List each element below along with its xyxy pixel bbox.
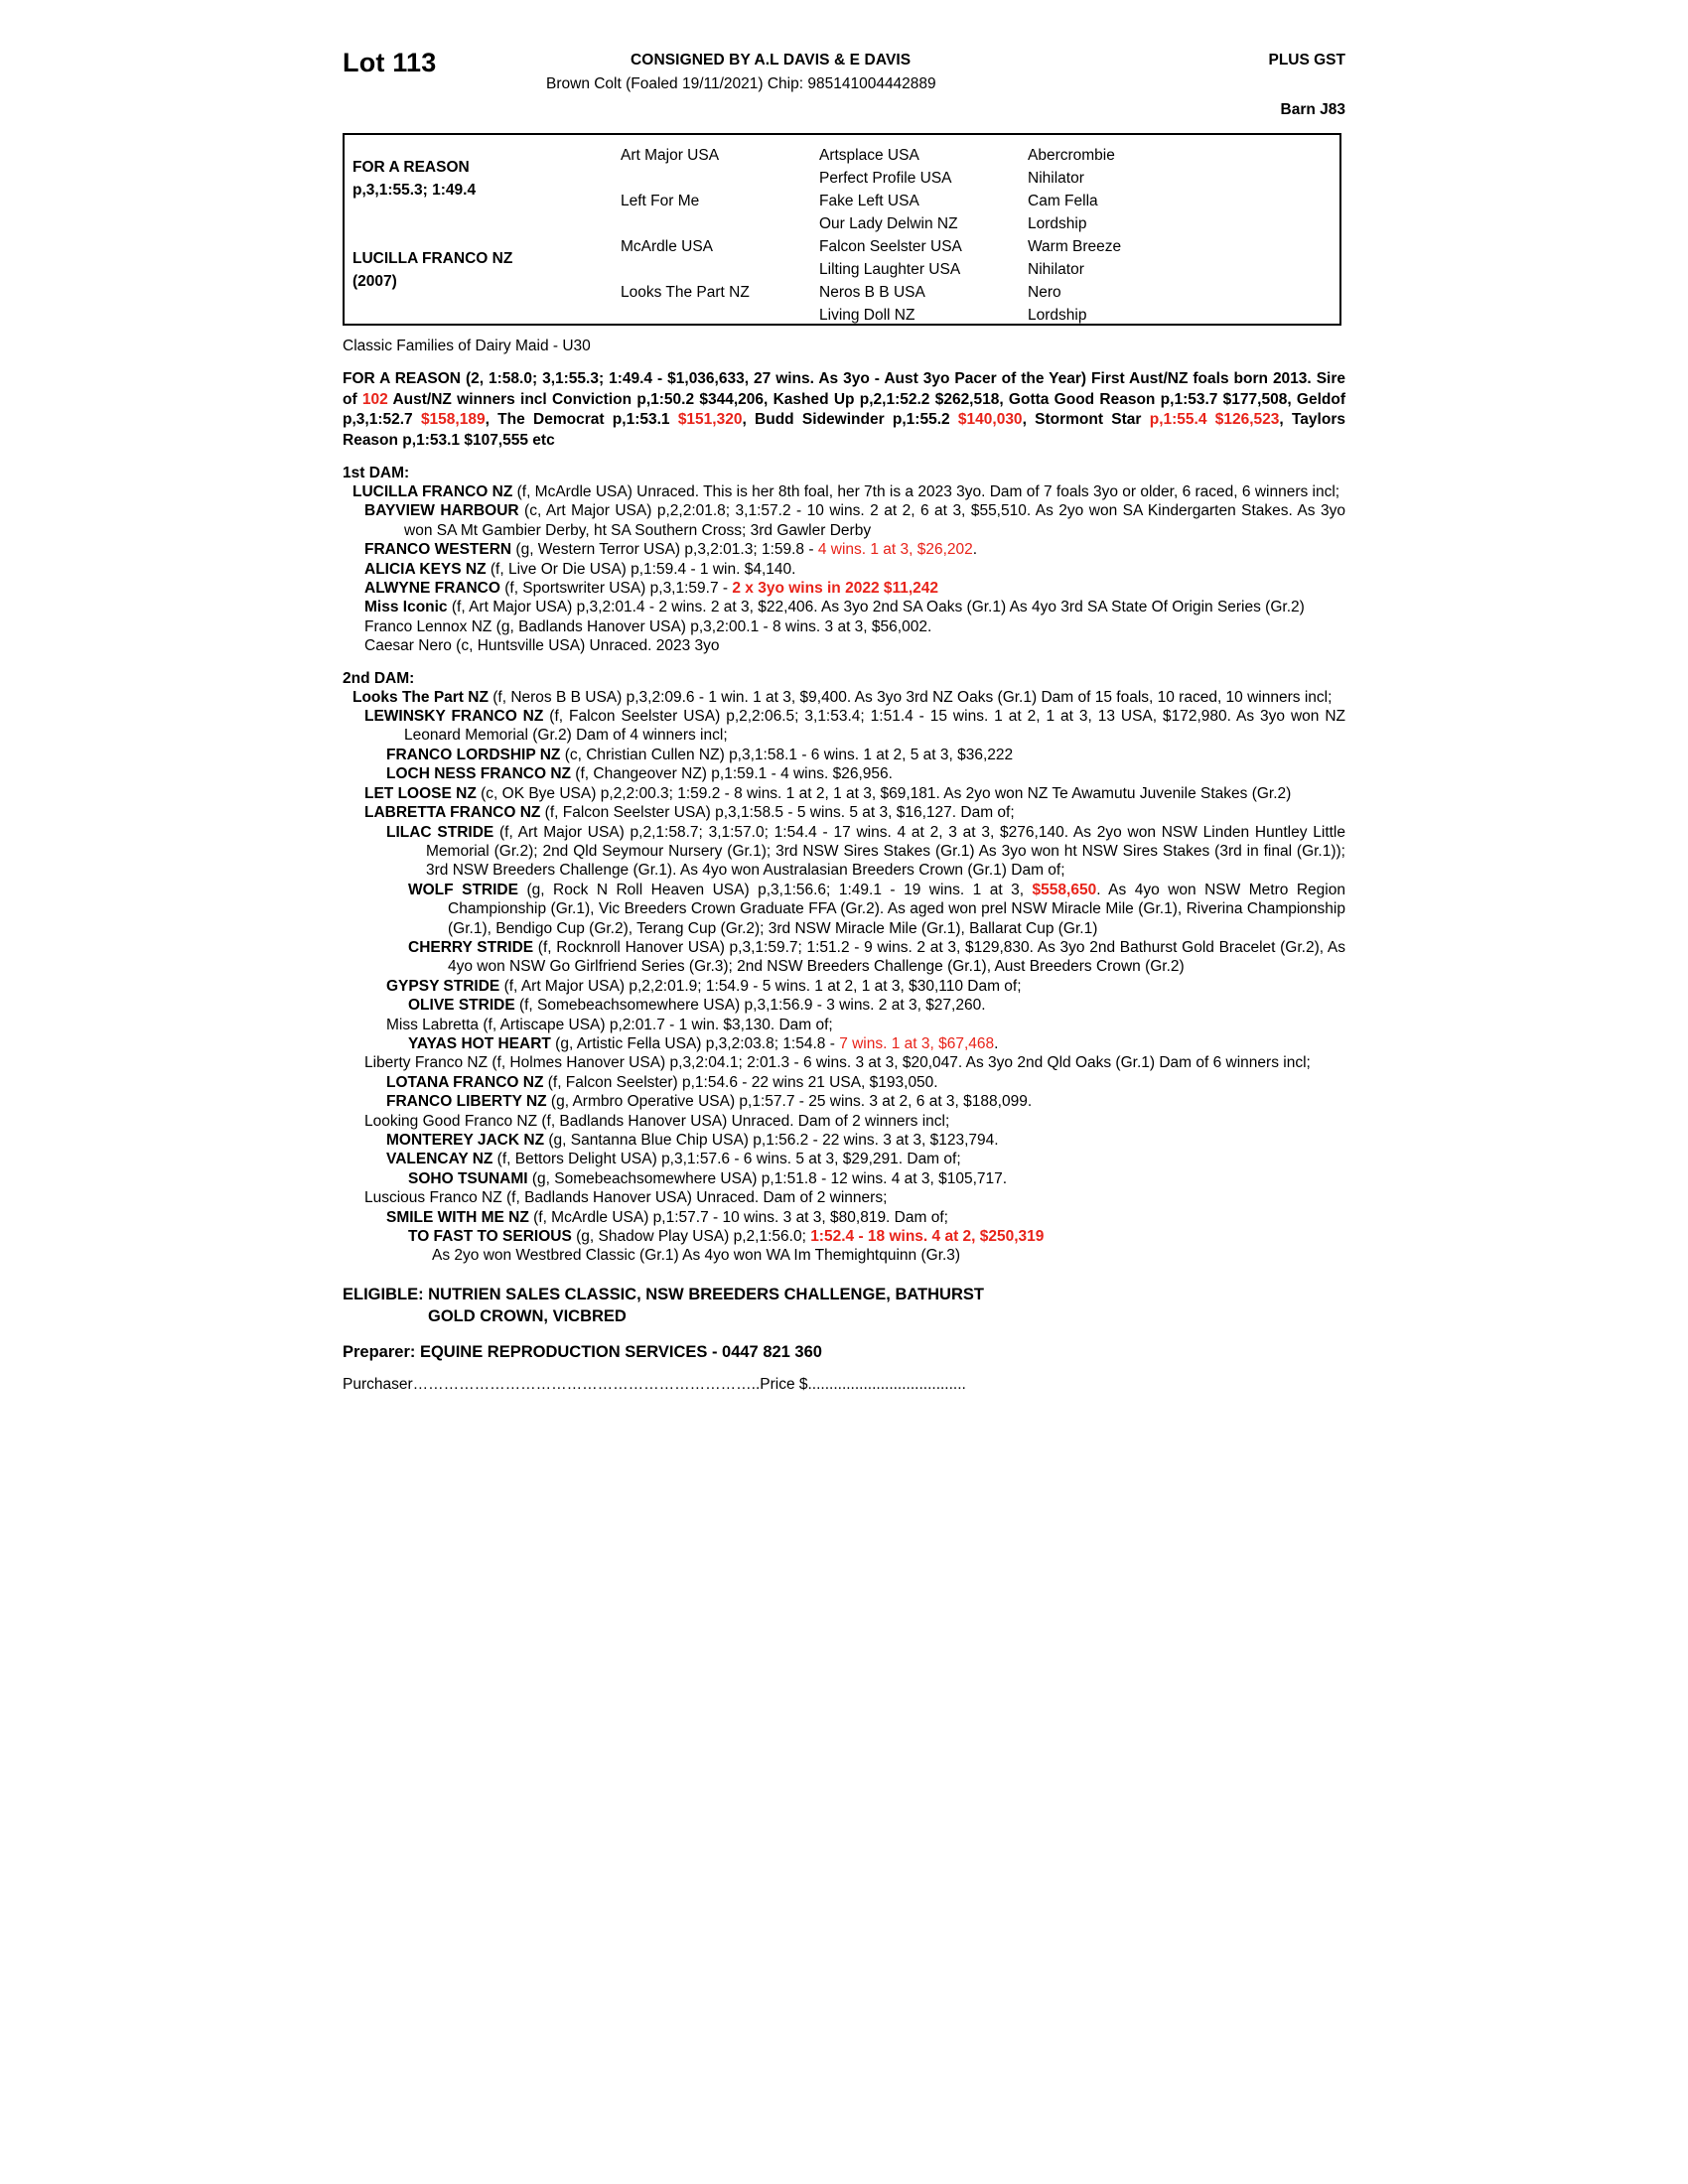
pedigree-cell: Nihilator (1028, 261, 1084, 278)
progeny-entry (343, 707, 1345, 746)
progeny-text: (c, Art Major USA) p,2,2:01.8; 3,1:57.2 - 10 wins. 2 at 2, 6 at 3, $55,510. As 2yo won SA Kindergarten Stakes. As 3yo won SA Mt Gambier Derby, ht SA Southern Cross; 3rd Gawler Derby (404, 502, 1345, 539)
progeny-text: (g, Shadow Play USA) p,2,1:56.0; (571, 1228, 811, 1246)
progeny-text: (c, OK Bye USA) p,2,2:00.3; 1:59.2 - 8 wins. 1 at 2, 1 at 3, $69,181. As 2yo won NZ Te Awamutu Juvenile Stakes (Gr.2) (476, 784, 1292, 802)
progeny-text: (f, Bettors Delight USA) p,3,1:57.6 - 6 wins. 5 at 3, $29,291. Dam of; (492, 1151, 961, 1168)
second-dam-heading: 2nd DAM: (343, 669, 415, 687)
sire-winners-count: 102 (361, 390, 388, 408)
progeny-entry (343, 764, 1345, 783)
progeny-entry (343, 598, 1345, 616)
progeny-name: LABRETTA FRANCO NZ (364, 804, 541, 822)
pedigree-cell: Art Major USA (621, 147, 720, 164)
sire-performance: p,3,1:55.3; 1:49.4 (352, 182, 477, 199)
progeny-text: (f, Changeover NZ) p,1:59.1 - 4 wins. $26,956. (571, 765, 893, 783)
first-dam-intro (343, 482, 1345, 501)
progeny-name: GYPSY STRIDE (386, 977, 500, 995)
progeny-entry (343, 560, 1345, 579)
progeny-name: Caesar Nero (364, 637, 452, 655)
progeny-entry (343, 1169, 1345, 1188)
pedigree-table (343, 133, 1341, 326)
pedigree-cell: Cam Fella (1028, 193, 1098, 209)
purchaser-line: Purchaser…………………………………………………………..Price $..................................... (343, 1375, 966, 1393)
pedigree-cell: Living Doll NZ (819, 307, 915, 324)
pedigree-col-fourth-gen (1028, 135, 1226, 324)
progeny-entry (343, 1227, 1345, 1246)
sire-summary-part5: , Stormont Star (1022, 411, 1150, 428)
progeny-text: (f, Rocknroll Hanover USA) p,3,1:59.7; 1:51.2 - 9 wins. 2 at 3, $129,830. As 3yo 2nd Bathurst Gold Bracelet (Gr.2), As 4yo won NSW Go Girlfriend Series (Gr.3); 2nd NSW Breeders Challenge (Gr.1), Aust Breeders Crown (Gr.2) (448, 938, 1345, 976)
pedigree-cell: Warm Breeze (1028, 238, 1122, 255)
progeny-text: (f, Live Or Die USA) p,1:59.4 - 1 win. $4,140. (486, 560, 796, 578)
progeny-name: Liberty Franco NZ (364, 1054, 489, 1072)
progeny-text: (g, Artistic Fella USA) p,3,2:03.8; 1:54.8 - (550, 1034, 840, 1052)
progeny-entry (343, 977, 1345, 996)
progeny-text: (g, Santanna Blue Chip USA) p,1:56.2 - 22 wins. 3 at 3, $123,794. (544, 1132, 999, 1149)
progeny-highlight: 2 x 3yo wins in 2022 $11,242 (732, 580, 939, 598)
progeny-name: LILAC STRIDE (386, 823, 494, 841)
pedigree-cell: Lordship (1028, 307, 1087, 324)
sire-summary-part2: Aust/NZ winners incl Conviction p,1:50.2 $344,206, Kashed Up p,2,1:52.2 $262,518, Gotta Good Reason p,1:53.7 $177,508, Geldof p,3,1:52.7 (343, 390, 1345, 428)
progeny-name: LOCH NESS FRANCO NZ (386, 765, 571, 783)
progeny-text: (g, Western Terror USA) p,3,2:01.3; 1:59.8 - (511, 541, 818, 559)
progeny-entry (343, 636, 1345, 655)
sire-summary-part1: FOR A REASON (2, 1:58.0; 3,1:55.3; 1:49.4 - $1,036,633, 27 wins. As 3yo - Aust 3yo Pacer of the Year) First Aust/NZ foals born 2013. Sire of (343, 370, 1345, 408)
progeny-entry (343, 881, 1345, 938)
progeny-entry (343, 540, 1345, 559)
progeny-name: BAYVIEW HARBOUR (364, 502, 519, 520)
pedigree-col-great-grandparents (819, 135, 1028, 324)
second-dam-text: (f, Neros B B USA) p,3,2:09.6 - 1 win. 1 at 3, $9,400. As 3yo 3rd NZ Oaks (Gr.1) Dam of 15 foals, 10 raced, 10 winners incl; (488, 688, 1333, 706)
progeny-text: (f, Sportswriter USA) p,3,1:59.7 - (499, 580, 733, 598)
progeny-entry (343, 501, 1345, 540)
pedigree-cell: Neros B B USA (819, 284, 925, 301)
progeny-text: (f, Art Major USA) p,2,1:58.7; 3,1:57.0; 1:54.4 - 17 wins. 4 at 2, 3 at 3, $276,140. As 2yo won NSW Linden Huntley Little Memorial (Gr.2); 2nd Qld Seymour Nursery (Gr.1); 3rd NSW Sires Stakes (Gr.1) As 3yo won ht NSW Sires Stakes (3rd in final (Gr.1)); 3rd NSW Breeders Challenge (Gr.1). As 4yo won Australasian Breeders Crown (Gr.1) Dam of; (426, 823, 1345, 880)
progeny-text: (c, Huntsville USA) Unraced. 2023 3yo (451, 637, 720, 655)
progeny-entry (343, 1246, 1345, 1265)
progeny-text: (g, Armbro Operative USA) p,1:57.7 - 25 wins. 3 at 2, 6 at 3, $188,099. (546, 1093, 1033, 1111)
progeny-entry (343, 938, 1345, 977)
lot-number: Lot 113 (343, 48, 437, 77)
progeny-entry (343, 1073, 1345, 1092)
progeny-name: YAYAS HOT HEART (408, 1034, 551, 1052)
plus-gst-label: PLUS GST (1268, 52, 1345, 68)
progeny-entry (343, 784, 1345, 803)
first-dam-text: (f, McArdle USA) Unraced. This is her 8th foal, her 7th is a 2023 3yo. Dam of 7 foals 3yo or older, 6 raced, 6 winners incl; (512, 483, 1340, 500)
progeny-name: Franco Lennox NZ (364, 617, 492, 635)
progeny-entry (343, 1034, 1345, 1053)
progeny-text: (f, Falcon Seelster USA) p,2,2:06.5; 3,1:53.4; 1:51.4 - 15 wins. 1 at 2, 1 at 3, 13 USA, $172,980. As 3yo won NZ Leonard Memorial (Gr.2) Dam of 4 winners incl; (404, 708, 1345, 745)
progeny-entry (343, 823, 1345, 881)
progeny-name: TO FAST TO SERIOUS (408, 1228, 572, 1246)
progeny-text: (g, Rock N Roll Heaven USA) p,3,1:56.6; 1:49.1 - 19 wins. 1 at 3, (517, 881, 1033, 898)
progeny-entry (343, 1150, 1345, 1168)
dam-year: (2007) (352, 273, 397, 290)
progeny-text: (c, Christian Cullen NZ) p,3,1:58.1 - 6 wins. 1 at 2, 5 at 3, $36,222 (560, 746, 1014, 763)
pedigree-cell: Abercrombie (1028, 147, 1115, 164)
progeny-highlight: 4 wins. 1 at 3, $26,202 (817, 541, 973, 559)
dam-name: LUCILLA FRANCO NZ (352, 250, 513, 267)
progeny-tail: . As 4yo won NSW Metro Region Championship (Gr.1), Vic Breeders Crown Graduate FFA (Gr.2). As aged won prel NSW Miracle Mile (Gr.1), Riverina Championship (Gr.1), Bendigo Cup (Gr.2), Terang Cup (Gr.2); 3rd NSW Miracle Mile (Gr.1), Ballarat Cup (Gr.1) (448, 881, 1345, 937)
progeny-name: CHERRY STRIDE (408, 938, 534, 956)
progeny-name: MONTEREY JACK NZ (386, 1132, 545, 1149)
progeny-text: (f, Badlands Hanover USA) Unraced. Dam of 2 winners; (501, 1189, 888, 1207)
progeny-name: Luscious Franco NZ (364, 1189, 502, 1207)
progeny-text: (f, Falcon Seelster) p,1:54.6 - 22 wins 21 USA, $193,050. (543, 1073, 938, 1091)
pedigree-cell: Lilting Laughter USA (819, 261, 961, 278)
barn-label: Barn J83 (1280, 101, 1345, 118)
progeny-name: ALICIA KEYS NZ (364, 560, 487, 578)
progeny-name: FRANCO LORDSHIP NZ (386, 746, 561, 763)
progeny-text: As 2yo won Westbred Classic (Gr.1) As 4yo won WA Im Themightquinn (Gr.3) (432, 1247, 961, 1265)
sire-summary-part6: , Taylors Reason p,1:53.1 $107,555 etc (343, 411, 1345, 449)
sire-name: FOR A REASON (352, 159, 470, 176)
progeny-highlight: 1:52.4 - 18 wins. 4 at 2, $250,319 (810, 1228, 1045, 1246)
progeny-name: Miss Labretta (386, 1016, 480, 1033)
preparer-line: Preparer: EQUINE REPRODUCTION SERVICES - 0447 821 360 (343, 1342, 822, 1361)
progeny-text: (g, Somebeachsomewhere USA) p,1:51.8 - 12 wins. 4 at 3, $105,717. (527, 1169, 1008, 1187)
progeny-name: OLIVE STRIDE (408, 997, 515, 1015)
progeny-name: FRANCO LIBERTY NZ (386, 1093, 547, 1111)
second-dam-intro (343, 688, 1345, 707)
progeny-name: LET LOOSE NZ (364, 784, 477, 802)
classic-families-line: Classic Families of Dairy Maid - U30 (343, 338, 591, 354)
progeny-name: Looking Good Franco NZ (364, 1112, 538, 1130)
eligible-block (343, 1284, 1345, 1327)
progeny-highlight: $558,650 (1032, 881, 1097, 898)
progeny-entry (343, 1016, 1345, 1034)
progeny-entry (343, 579, 1345, 598)
horse-description: Brown Colt (Foaled 19/11/2021) Chip: 985141004442889 (546, 75, 936, 92)
pedigree-col-parents (352, 135, 621, 324)
eligible-line-1: ELIGIBLE: NUTRIEN SALES CLASSIC, NSW BREEDERS CHALLENGE, BATHURST (343, 1285, 984, 1303)
pedigree-cell: Falcon Seelster USA (819, 238, 962, 255)
second-dam-progeny-list (343, 707, 1345, 1266)
progeny-name: VALENCAY NZ (386, 1151, 493, 1168)
progeny-text: (f, Somebeachsomewhere USA) p,3,1:56.9 - 3 wins. 2 at 3, $27,260. (514, 997, 986, 1015)
progeny-entry (343, 1112, 1345, 1131)
progeny-entry (343, 617, 1345, 636)
progeny-tail: . (994, 1034, 999, 1052)
progeny-text: (f, Badlands Hanover USA) Unraced. Dam of 2 winners incl; (537, 1112, 950, 1130)
progeny-name: ALWYNE FRANCO (364, 580, 500, 598)
progeny-name: WOLF STRIDE (408, 881, 518, 898)
progeny-entry (343, 1092, 1345, 1111)
pedigree-cell: Perfect Profile USA (819, 170, 952, 187)
progeny-entry (343, 746, 1345, 764)
pedigree-cell: Artsplace USA (819, 147, 919, 164)
sire-summary-part4: , Budd Sidewinder p,1:55.2 (742, 411, 958, 428)
catalogue-sheet (343, 40, 1345, 1394)
consignor-line: CONSIGNED BY A.L DAVIS & E DAVIS (631, 52, 912, 68)
sire-highlight-democrat: $151,320 (677, 411, 743, 428)
pedigree-col-grandparents (621, 135, 819, 324)
sire-highlight-geldof: $158,189 (420, 411, 486, 428)
pedigree-cell: McArdle USA (621, 238, 714, 255)
first-dam-heading: 1st DAM: (343, 465, 410, 481)
sire-summary (343, 369, 1345, 451)
progeny-entry (343, 996, 1345, 1015)
pedigree-cell: Nero (1028, 284, 1061, 301)
progeny-entry (343, 1131, 1345, 1150)
pedigree-cell: Lordship (1028, 215, 1087, 232)
progeny-name: SOHO TSUNAMI (408, 1169, 528, 1187)
progeny-text: (f, Art Major USA) p,2,2:01.9; 1:54.9 - 5 wins. 1 at 2, 1 at 3, $30,110 Dam of; (499, 977, 1022, 995)
progeny-text: (f, Art Major USA) p,3,2:01.4 - 2 wins. 2 at 3, $22,406. As 3yo 2nd SA Oaks (Gr.1) As 4yo 3rd SA State Of Origin Series (Gr.2) (447, 599, 1305, 616)
pedigree-cell: Nihilator (1028, 170, 1084, 187)
progeny-highlight: 7 wins. 1 at 3, $67,468 (839, 1034, 995, 1052)
pedigree-cell: Left For Me (621, 193, 700, 209)
progeny-entry (343, 803, 1345, 822)
first-dam-progeny-list (343, 501, 1345, 655)
first-dam-name: LUCILLA FRANCO NZ (352, 483, 513, 500)
progeny-name: SMILE WITH ME NZ (386, 1208, 529, 1226)
sire-highlight-stormont: p,1:55.4 $126,523 (1149, 411, 1280, 428)
sire-highlight-budd: $140,030 (957, 411, 1023, 428)
page-header (343, 40, 1345, 129)
progeny-text: (f, Falcon Seelster USA) p,3,1:58.5 - 5 wins. 5 at 3, $16,127. Dam of; (540, 804, 1015, 822)
progeny-text: (f, Artiscape USA) p,2:01.7 - 1 win. $3,130. Dam of; (479, 1016, 833, 1033)
progeny-name: FRANCO WESTERN (364, 541, 512, 559)
sire-summary-part3: , The Democrat p,1:53.1 (485, 411, 678, 428)
pedigree-cell: Looks The Part NZ (621, 284, 750, 301)
pedigree-cell: Fake Left USA (819, 193, 919, 209)
progeny-text: (f, McArdle USA) p,1:57.7 - 10 wins. 3 at 3, $80,819. Dam of; (528, 1208, 948, 1226)
progeny-tail: . (972, 541, 978, 559)
progeny-entry (343, 1208, 1345, 1227)
eligible-line-2: GOLD CROWN, VICBRED (428, 1306, 627, 1325)
progeny-text: (g, Badlands Hanover USA) p,3,2:00.1 - 8 wins. 3 at 3, $56,002. (492, 617, 932, 635)
second-dam-name: Looks The Part NZ (352, 688, 489, 706)
progeny-name: LOTANA FRANCO NZ (386, 1073, 544, 1091)
progeny-name: LEWINSKY FRANCO NZ (364, 708, 544, 726)
progeny-name: Miss Iconic (364, 599, 448, 616)
progeny-entry (343, 1053, 1345, 1072)
progeny-entry (343, 1188, 1345, 1207)
progeny-text: (f, Holmes Hanover USA) p,3,2:04.1; 2:01.3 - 6 wins. 3 at 3, $20,047. As 3yo 2nd Qld Oaks (Gr.1) Dam of 6 winners incl; (488, 1054, 1311, 1072)
pedigree-cell: Our Lady Delwin NZ (819, 215, 958, 232)
